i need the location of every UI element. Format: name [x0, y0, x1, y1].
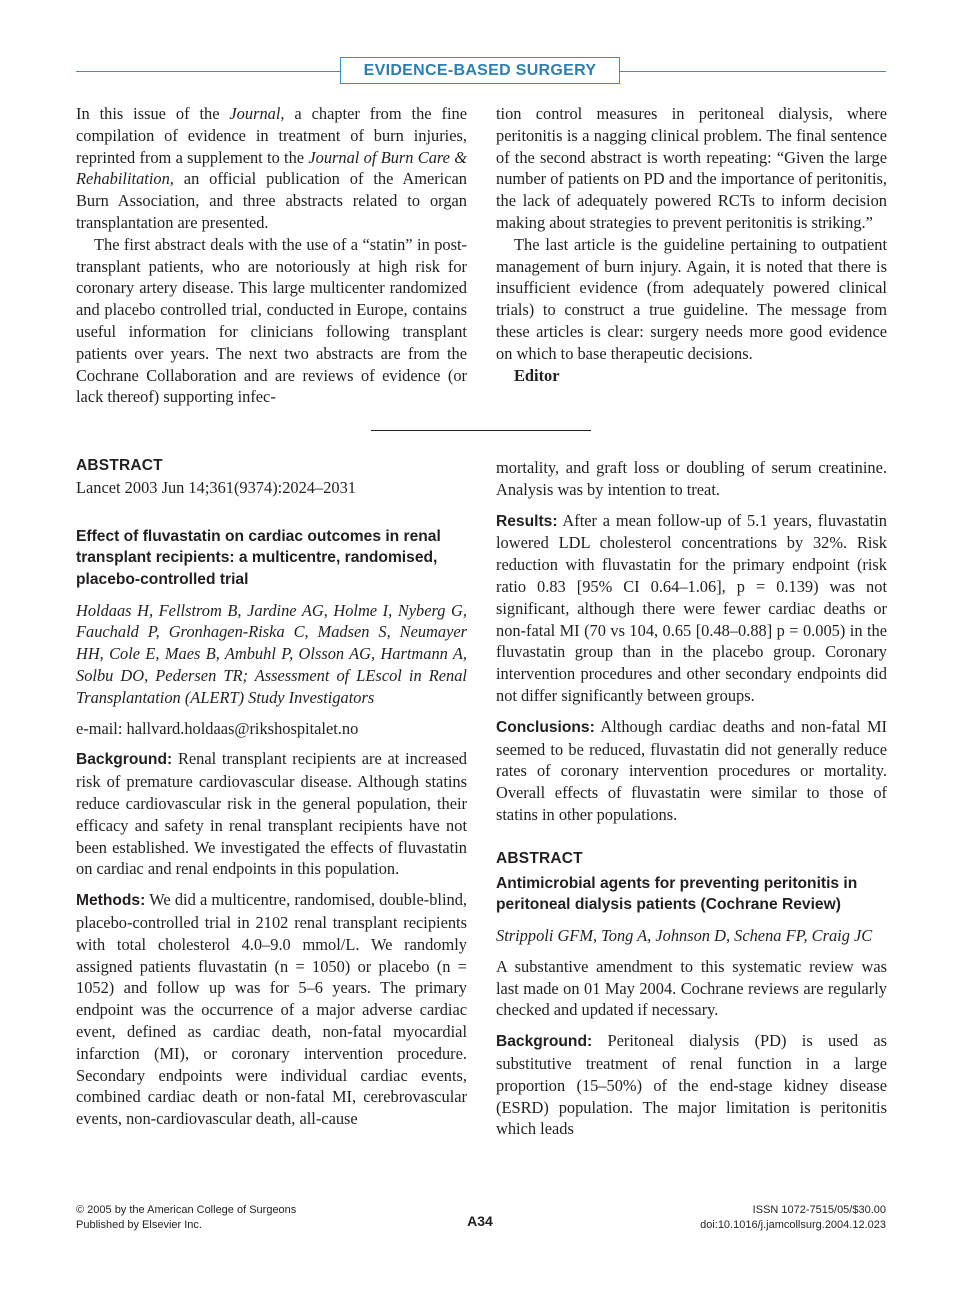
doi-text: doi:10.1016/j.jamcollsurg.2004.12.023	[700, 1219, 886, 1231]
section-divider	[371, 430, 591, 431]
intro-paragraph-2-part1: The first abstract deals with the use of a “statin” in post-transplant patients, who are notoriously at high risk for coronary artery disease. This large multicenter randomized and placebo controlled trial, conducted in Europe, contains useful information for clinicians following transplant patients over years. The next two abstracts are from the Cochrane Collaboration and are reviews of evidence (or lack thereof) supporting infec-	[76, 234, 467, 407]
methods-section-continued: mortality, and graft loss or doubling of serum creatinine. Analysis was by intention to treat.	[496, 458, 887, 499]
methods-section: Methods: We did a multicentre, randomised, double-blind, placebo-controlled trial in 2102 renal transplant recipients with total cholesterol 4.0–9.0 mmol/L. We randomly assigned patients fluvastatin (n = 1050) or placebo (n = 1052) and follow up was for 5–6 years. The primary endpoint was the occurrence of a major adverse cardiac event, defined as cardiac death, non-fatal myocardial infarction (MI), or coronary intervention procedure. Secondary endpoints were individual cardiac events, combined cardiac death or non-fatal MI, cerebrovascular events, non-cardiovascular death, all-cause	[76, 890, 467, 1129]
issn-text: ISSN 1072-7515/05/$30.00	[752, 1204, 886, 1216]
abstract1-left-column	[76, 457, 467, 1130]
copyright-text: © 2005 by the American College of Surgeons	[76, 1204, 297, 1216]
intro-paragraph-3: The last article is the guideline pertaining to outpatient management of burn injury. Again, it is noted that there is insufficient evidence (from adequately powered clinical trials) to construct a true guideline. The message from these articles is clear: surgery needs more good evidence on which to base therapeutic decisions.	[496, 234, 887, 363]
footer-right	[700, 1203, 886, 1233]
abstract2-amendment: A substantive amendment to this systematic review was last made on 01 May 2004. Cochrane reviews are regularly checked and updated if necessary.	[496, 956, 887, 1020]
intro-paragraph-1: In this issue of the Journal, a chapter from the fine compilation of evidence in treatment of burn injuries, reprinted from a supplement to the Journal of Burn Care & Rehabilitation, an official publication of the American Burn Association, and three abstracts related to organ transplantation are presented.	[76, 104, 467, 232]
publisher-text: Published by Elsevier Inc.	[76, 1219, 202, 1231]
abstract2-background-section: Background: Peritoneal dialysis (PD) is used as substitutive treatment of renal function in a large proportion (15–50%) of the end-stage kidney disease (ESRD) population. The major limitation is peritonitis which leads	[496, 1031, 887, 1139]
results-section: Results: After a mean follow-up of 5.1 years, fluvastatin lowered LDL cholesterol concentrations by 32%. Risk reduction with fluvastatin for the primary endpoint (risk ratio 0.83 [95% CI 0.64–1.06], p = 0.139) was not significant, although there were fewer cardiac deaths or non-fatal MI (70 vs 104, 0.65 [0.48–0.88] p = 0.005) in the fluvastatin group than in the placebo group. Coronary intervention procedures and other secondary endpoints did not differ significantly between groups.	[496, 510, 887, 705]
page-number: A34	[467, 1213, 493, 1229]
abstract1-right-column	[496, 457, 887, 1140]
conclusions-section: Conclusions: Although cardiac deaths and non-fatal MI seemed to be reduced, fluvastatin did not generally reduce rates of coronary intervention procedures or mortality. Overall effects of fluvastatin were similar to those of statins in other populations.	[496, 716, 887, 824]
intro-paragraph-2-part2: tion control measures in peritoneal dialysis, where peritonitis is a nagging clinical problem. The final sentence of the second abstract is worth repeating: “Given the large number of patients on PD and the importance of peritonitis, the lack of adequately powered RCTs to inform decision making about strategies to prevent peritonitis is striking.”	[496, 104, 887, 232]
abstract2-label: ABSTRACT	[496, 849, 583, 867]
background-section: Background: Renal transplant recipients are at increased risk of premature cardiovascular disease. Although statins reduce cardiovascular risk in the general population, their efficacy and safety in renal transplant recipients have not been established. We investigated the effects of fluvastatin on cardiac and renal endpoints in this population.	[76, 749, 467, 879]
abstract-label: ABSTRACT	[76, 457, 163, 474]
header-rule-left	[76, 71, 340, 72]
section-title: EVIDENCE-BASED SURGERY	[340, 57, 620, 84]
header-rule-right	[620, 71, 886, 72]
editor-signature: Editor	[514, 365, 560, 385]
article-authors: Holdaas H, Fellstrom B, Jardine AG, Holme I, Nyberg G, Fauchald P, Gronhagen-Riska C, Madsen S, Neumayer HH, Cole E, Maes B, Ambuhl P, Olsson AG, Hartmann A, Solbu DO, Pedersen TR; Assessment of LEscol in Renal Transplantation (ALERT) Study Investigators	[76, 600, 467, 707]
abstract2-title: Antimicrobial agents for preventing peritonitis in peritoneal dialysis patients (Cochrane Review)	[496, 874, 858, 914]
author-email: e-mail: hallvard.holdaas@rikshospitalet.no	[76, 718, 359, 738]
intro-right-column	[496, 103, 887, 386]
intro-left-column	[76, 103, 467, 408]
abstract-citation: Lancet 2003 Jun 14;361(9374):2024–2031	[76, 478, 356, 497]
abstract2-authors: Strippoli GFM, Tong A, Johnson D, Schena FP, Craig JC	[496, 925, 873, 945]
article-title: Effect of fluvastatin on cardiac outcomes in renal transplant recipients: a multicentre, randomised, placebo-controlled trial	[76, 527, 441, 588]
